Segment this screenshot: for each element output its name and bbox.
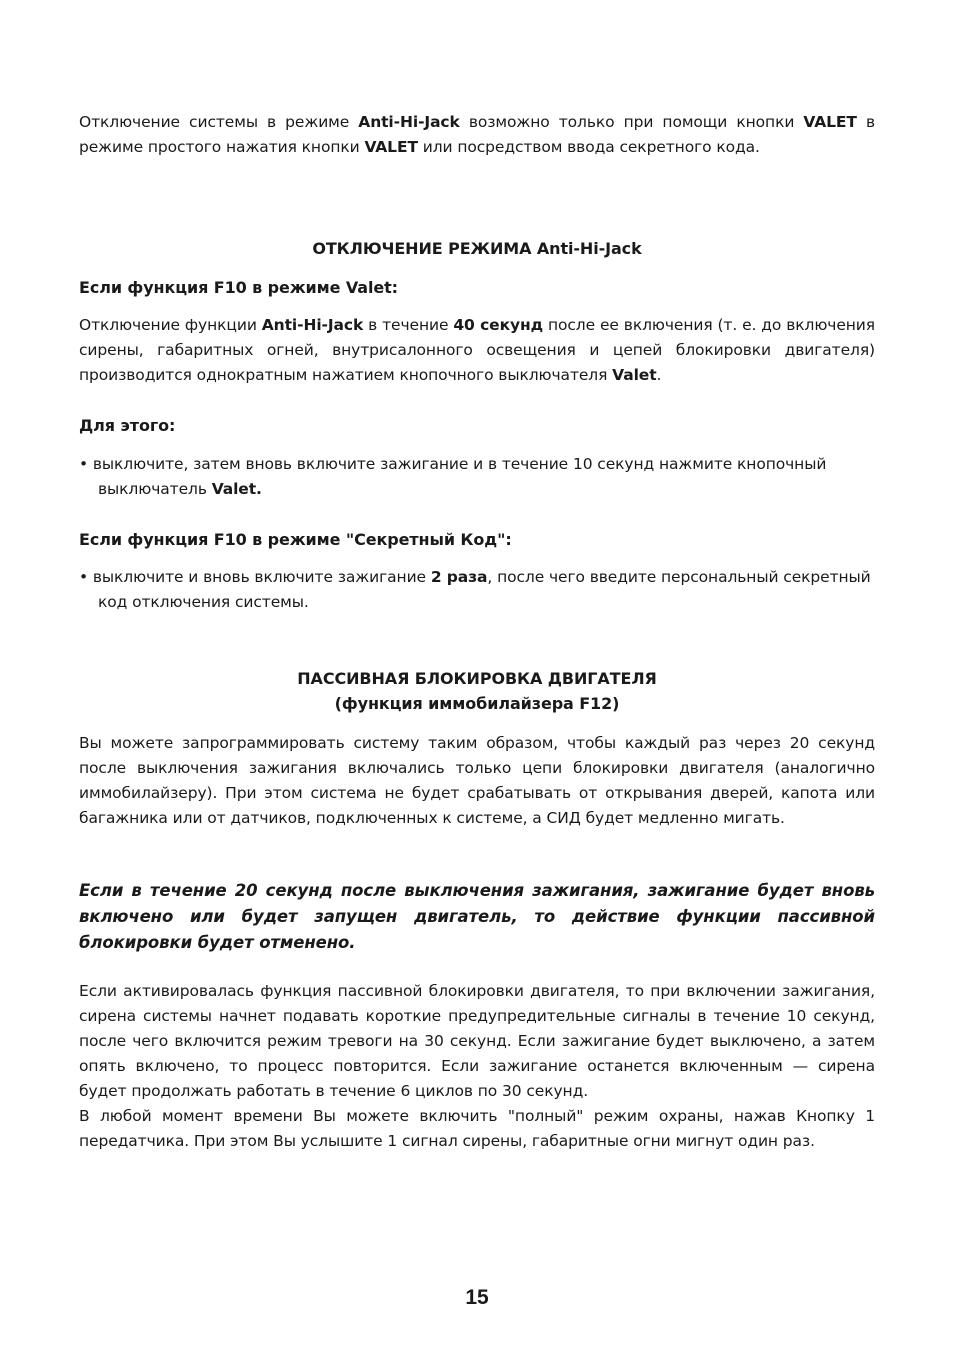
text: в режиме простого нажатия кнопки xyxy=(79,113,875,156)
bullet-item-valet xyxy=(79,452,894,502)
heading-line: ПАССИВНАЯ БЛОКИРОВКА ДВИГАТЕЛЯ xyxy=(297,669,657,688)
bold-term: Valet. xyxy=(211,480,262,498)
paragraph-warning-italic: Если в течение 20 секунд после выключения зажигания, зажигание будет вновь включено или будет запущен двигатель, то действие функции пассивной блокировки будет отменено. xyxy=(79,881,875,952)
bold-term: 40 секунд xyxy=(453,316,544,334)
paragraph-alarm-sequence: Если активировалась функция пассивной блокировки двигателя, то при включении зажигания, сирена системы начнет подавать короткие предупредительные сигналы в течение 10 секунд, после чего включится режим тревоги на 30 секунд. Если зажигание будет выключено, а затем опять включено, то процесс повторится. Если зажигание останется включенным — сирена будет продолжать работать в течение 6 циклов по 30 секунд. xyxy=(79,982,875,1100)
bullet-item-secret-code xyxy=(79,565,894,615)
bold-term: Anti-Hi-Jack xyxy=(261,316,364,334)
text: Отключение функции xyxy=(79,316,262,334)
heading-subline: (функция иммобилайзера F12) xyxy=(334,694,620,713)
text: выключите и вновь включите зажигание xyxy=(88,568,431,586)
subheading-valet: Если функция F10 в режиме Valet: xyxy=(79,278,398,297)
paragraph-passive-lock: Вы можете запрограммировать систему таким образом, чтобы каждый раз через 20 секунд после выключения зажигания включались только цепи блокировки двигателя (аналогично иммобилайзеру). При этом система не будет срабатывать от открывания дверей, капота или багажника или от датчиков, подключенных к системе, а СИД будет медленно мигать. xyxy=(79,734,875,827)
text: после ее включения (т. е. до включения сирены, габаритных огней, внутрисалонного освещения и цепей блокировки двигателя) производится однократным нажатием кнопочного выключателя xyxy=(79,316,876,384)
section-heading-anti-hijack: ОТКЛЮЧЕНИЕ РЕЖИМА Anti-Hi-Jack xyxy=(312,239,642,258)
section-heading-passive-lock xyxy=(79,666,875,716)
subheading-for-this: Для этого: xyxy=(79,416,176,435)
paragraph-anti-hijack-disable xyxy=(79,110,875,160)
text: возможно только при помощи кнопки xyxy=(459,113,804,131)
bold-term: Valet xyxy=(612,366,657,384)
text: , после чего введите персональный секретный код отключения системы. xyxy=(98,568,871,611)
text: выключите, затем вновь включите зажигание и в течение 10 секунд нажмите кнопочный выключатель xyxy=(88,455,827,498)
bold-term: VALET xyxy=(803,113,857,131)
bullet-icon: • xyxy=(79,455,89,473)
subheading-secret-code: Если функция F10 в режиме "Секретный Код": xyxy=(79,530,512,549)
bold-term: Anti-Hi-Jack xyxy=(358,113,460,131)
paragraph-valet-disable xyxy=(79,313,875,388)
text: Отключение системы в режиме xyxy=(79,113,359,131)
page-number: 15 xyxy=(465,1286,489,1309)
text: . xyxy=(656,366,662,384)
paragraph-full-arm: В любой момент времени Вы можете включить "полный" режим охраны, нажав Кнопку 1 передатчика. При этом Вы услышите 1 сигнал сирены, габаритные огни мигнут один раз. xyxy=(79,1107,875,1150)
bold-term: 2 раза xyxy=(430,568,488,586)
bullet-icon: • xyxy=(79,568,89,586)
text: в течение xyxy=(363,316,454,334)
bold-term: VALET xyxy=(364,138,418,156)
text: или посредством ввода секретного кода. xyxy=(417,138,760,156)
